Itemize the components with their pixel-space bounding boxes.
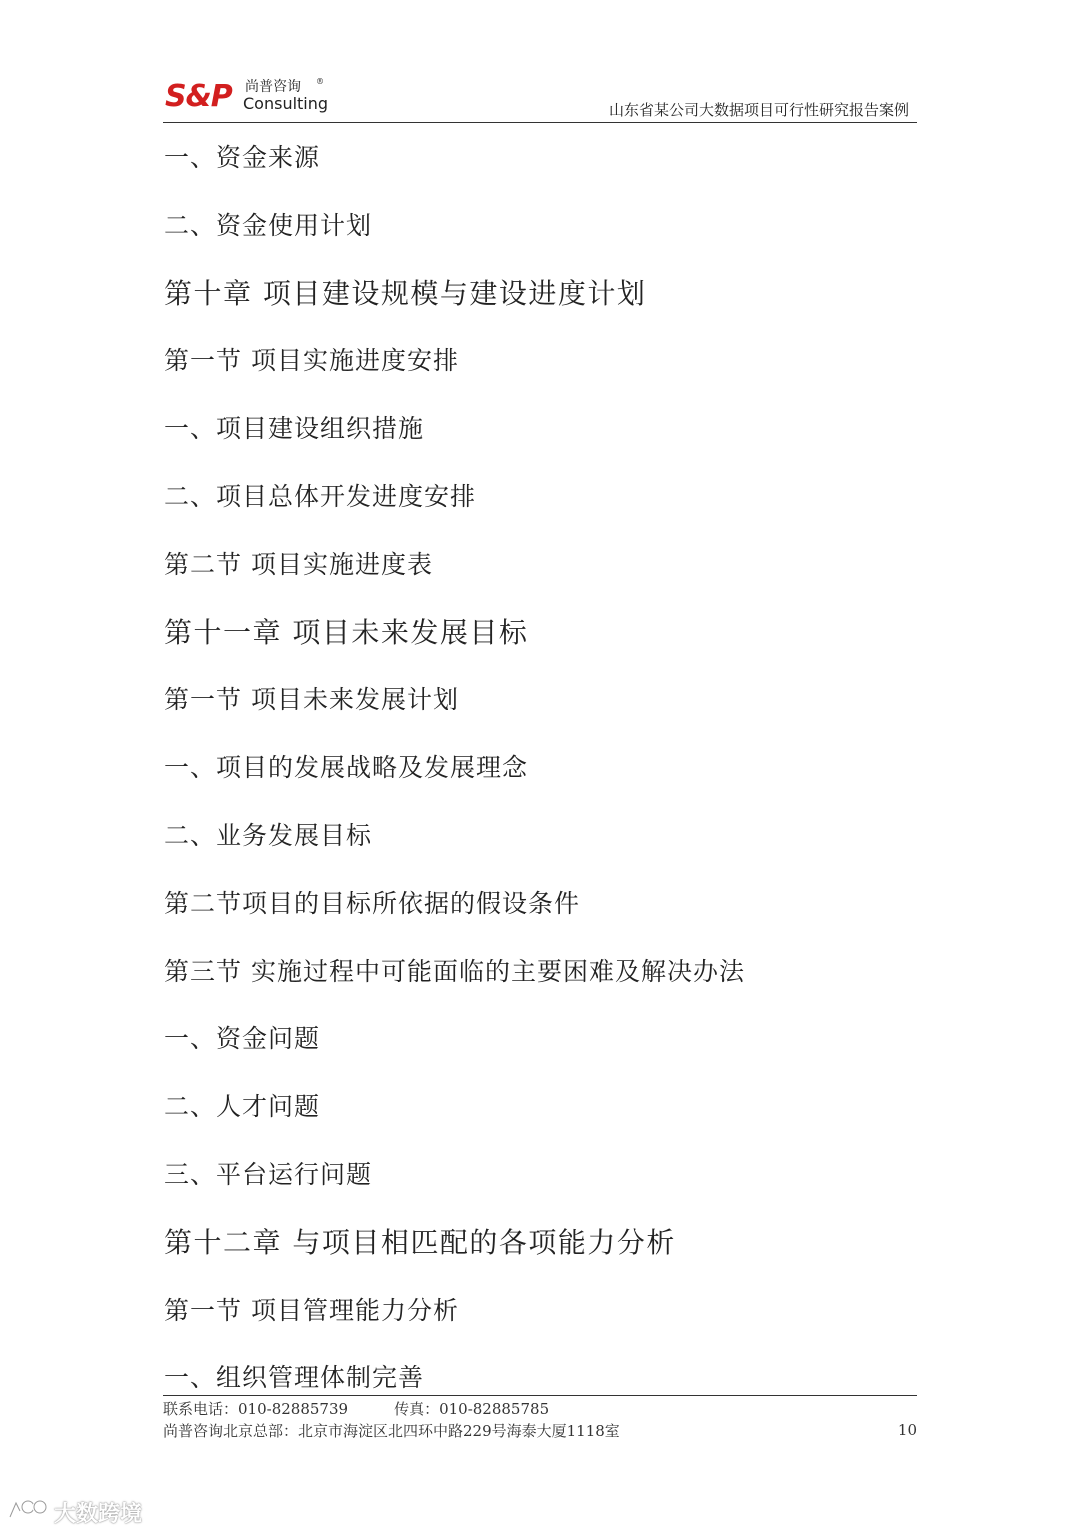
toc-section: 第一节 项目管理能力分析: [164, 1295, 459, 1325]
footer-fax: 传真：010-82885785: [394, 1400, 550, 1418]
footer-divider: [163, 1395, 917, 1396]
toc-item: 三、平台运行问题: [164, 1160, 373, 1189]
page-header: [163, 74, 917, 124]
toc-section: 第二节 项目实施进度表: [164, 549, 433, 579]
footer-phone: 联系电话：010-82885739: [163, 1400, 349, 1418]
footer-contact-line: [163, 1400, 549, 1418]
logo-english-name: Consulting: [243, 94, 329, 113]
toc-chapter: 第十二章 与项目相匹配的各项能力分析: [164, 1225, 676, 1259]
toc-item: 二、资金使用计划: [164, 210, 373, 240]
logo-chinese-name: 尚普咨询: [245, 79, 301, 95]
toc-chapter: 第十一章 项目未来发展目标: [164, 615, 529, 649]
toc-item: 二、业务发展目标: [164, 821, 373, 850]
page-footer: [163, 1395, 917, 1440]
toc-item: 一、项目建设组织措施: [164, 414, 425, 444]
toc-item: 一、项目的发展战略及发展理念: [164, 753, 529, 783]
toc-section: 第三节 实施过程中可能面临的主要困难及解决办法: [164, 956, 745, 986]
toc-chapter: 第十章 项目建设规模与建设进度计划: [164, 276, 647, 310]
toc-item: 二、人才问题: [164, 1092, 321, 1122]
registered-mark: ®: [316, 77, 324, 86]
watermark-text: 大数跨境: [54, 1502, 143, 1527]
company-logo: S&P: [165, 79, 232, 114]
header-divider: [163, 122, 917, 123]
toc-item: 一、资金问题: [164, 1024, 321, 1054]
toc-item: 一、资金来源: [164, 143, 321, 172]
document-title: 山东省某公司大数据项目可行性研究报告案例: [608, 101, 909, 119]
toc-item: 一、组织管理体制完善: [164, 1363, 425, 1393]
toc-section: 第二节项目的目标所依据的假设条件: [164, 888, 581, 918]
toc-section: 第一节 项目实施进度安排: [164, 346, 459, 376]
page-number: 10: [897, 1421, 917, 1439]
watermark-logo-icon: [6, 1495, 50, 1525]
toc-section: 第一节 项目未来发展计划: [164, 685, 459, 715]
footer-address: 尚普咨询北京总部：北京市海淀区北四环中路229号海泰大厦1118室: [163, 1422, 620, 1440]
toc-item: 二、项目总体开发进度安排: [164, 482, 477, 511]
